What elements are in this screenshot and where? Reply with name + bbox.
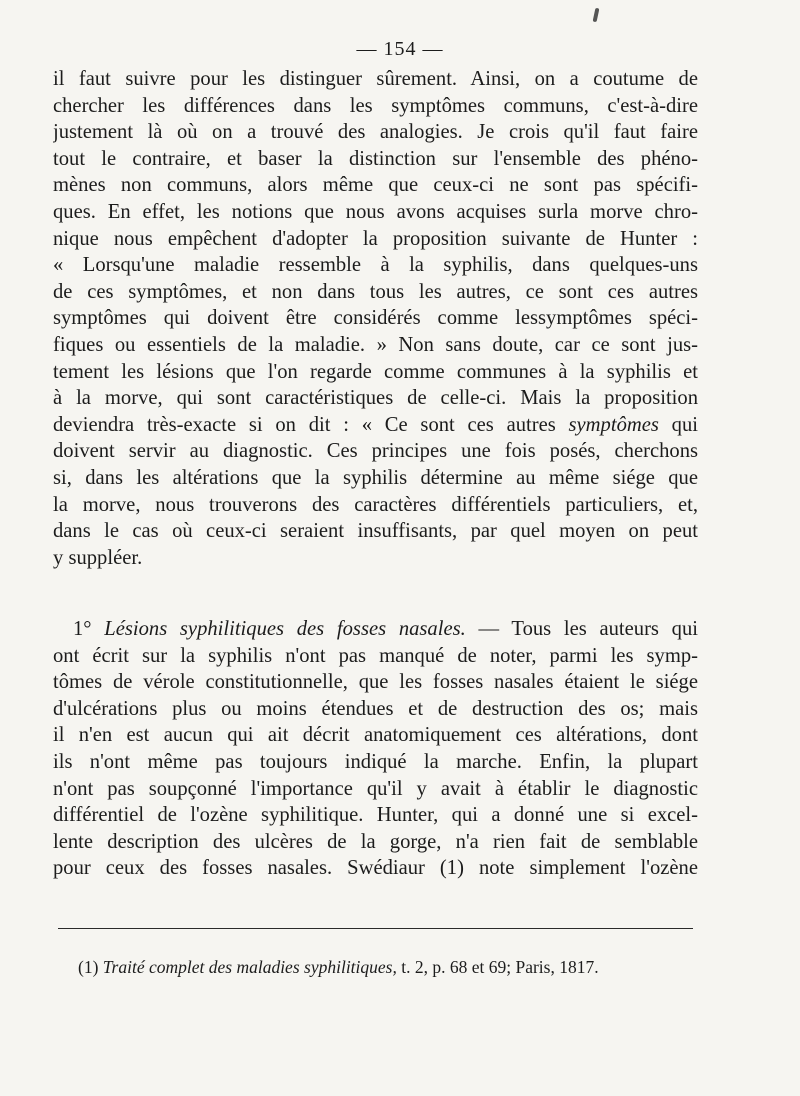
footnote-marker: (1) bbox=[78, 957, 99, 977]
italic-word: symptômes bbox=[568, 413, 659, 436]
text-line: n'ont pas soupçonné l'importance qu'il y avait à établir le diagnostic bbox=[53, 777, 698, 800]
section-number: 1° bbox=[73, 618, 92, 640]
text-line: différentiel de l'ozène syphilitique. Hunter, qui a donné une si excel- bbox=[53, 804, 698, 827]
text-segment: deviendra très-exacte si on dit : « Ce sont ces autres bbox=[53, 413, 556, 436]
text-line: tement les lésions que l'on regarde comme communes à la syphilis et bbox=[53, 360, 698, 383]
text-line: y suppléer. bbox=[53, 546, 143, 569]
text-line: symptômes qui doivent être considérés comme lessymptômes spéci- bbox=[53, 307, 698, 330]
text-line: ils n'ont même pas toujours indiqué la marche. Enfin, la plupart bbox=[53, 750, 698, 773]
text-line: fiques ou essentiels de la maladie. » Non sans doute, car ce sont jus- bbox=[53, 333, 698, 356]
text-line: il faut suivre pour les distinguer sûrement. Ainsi, on a coutume de bbox=[53, 68, 698, 90]
section-title: Lésions syphilitiques des fosses nasales. bbox=[104, 618, 466, 640]
footnote-divider bbox=[58, 928, 693, 929]
text-line: mènes non communs, alors même que ceux-ci ne sont pas spécifi- bbox=[53, 174, 698, 197]
text-line: chercher les différences dans les symptômes communs, c'est-à-dire bbox=[53, 94, 698, 117]
text-line: de ces symptômes, et non dans tous les autres, ce sont ces autres bbox=[53, 280, 698, 303]
text-line: tômes de vérole constitutionnelle, que les fosses nasales étaient le siége bbox=[53, 671, 698, 694]
text-line: la morve, nous trouverons des caractères différentiels particuliers, et, bbox=[53, 493, 698, 516]
footnote-title: Traité complet des maladies syphilitiques, bbox=[102, 957, 397, 977]
text-segment: qui bbox=[671, 413, 698, 436]
page-number: — 154 — bbox=[356, 38, 444, 60]
text-line: ont écrit sur la syphilis n'ont pas manqué de noter, parmi les symp- bbox=[53, 644, 698, 667]
text-line: il n'en est aucun qui ait décrit anatomiquement ces altérations, dont bbox=[53, 724, 698, 747]
text-line: « Lorsqu'une maladie ressemble à la syphilis, dans quelques-uns bbox=[53, 254, 698, 277]
text-line: dans le cas où ceux-ci seraient insuffisants, par quel moyen on peut bbox=[53, 520, 698, 543]
text-line: ques. En effet, les notions que nous avons acquises surla morve chro- bbox=[53, 200, 698, 223]
footnote-reference: t. 2, p. 68 et 69; Paris, 1817. bbox=[401, 957, 599, 977]
text-line bbox=[53, 412, 698, 439]
text-line: lente description des ulcères de la gorge, n'a rien fait de semblable bbox=[53, 830, 698, 853]
text-segment: — Tous les auteurs qui bbox=[478, 618, 698, 640]
text-line: nique nous empêchent d'adopter la proposition suivante de Hunter : bbox=[53, 227, 698, 250]
section-heading-line bbox=[53, 616, 698, 643]
text-line: pour ceux des fosses nasales. Swédiaur (1) note simplement l'ozène bbox=[53, 857, 698, 880]
ink-speck bbox=[593, 8, 600, 23]
text-line: doivent servir au diagnostic. Ces principes une fois posés, cherchons bbox=[53, 440, 698, 463]
text-line: d'ulcérations plus ou moins étendues et de destruction des os; mais bbox=[53, 697, 698, 720]
text-line: si, dans les altérations que la syphilis détermine au même siége que bbox=[53, 466, 698, 489]
footnote bbox=[78, 956, 698, 978]
text-line: à la morve, qui sont caractéristiques de celle-ci. Mais la proposition bbox=[53, 387, 698, 410]
paragraph-2 bbox=[53, 616, 698, 882]
text-line: justement là où on a trouvé des analogies. Je crois qu'il faut faire bbox=[53, 121, 698, 144]
text-line: tout le contraire, et baser la distinction sur l'ensemble des phéno- bbox=[53, 147, 698, 170]
paragraph-1 bbox=[53, 66, 698, 571]
